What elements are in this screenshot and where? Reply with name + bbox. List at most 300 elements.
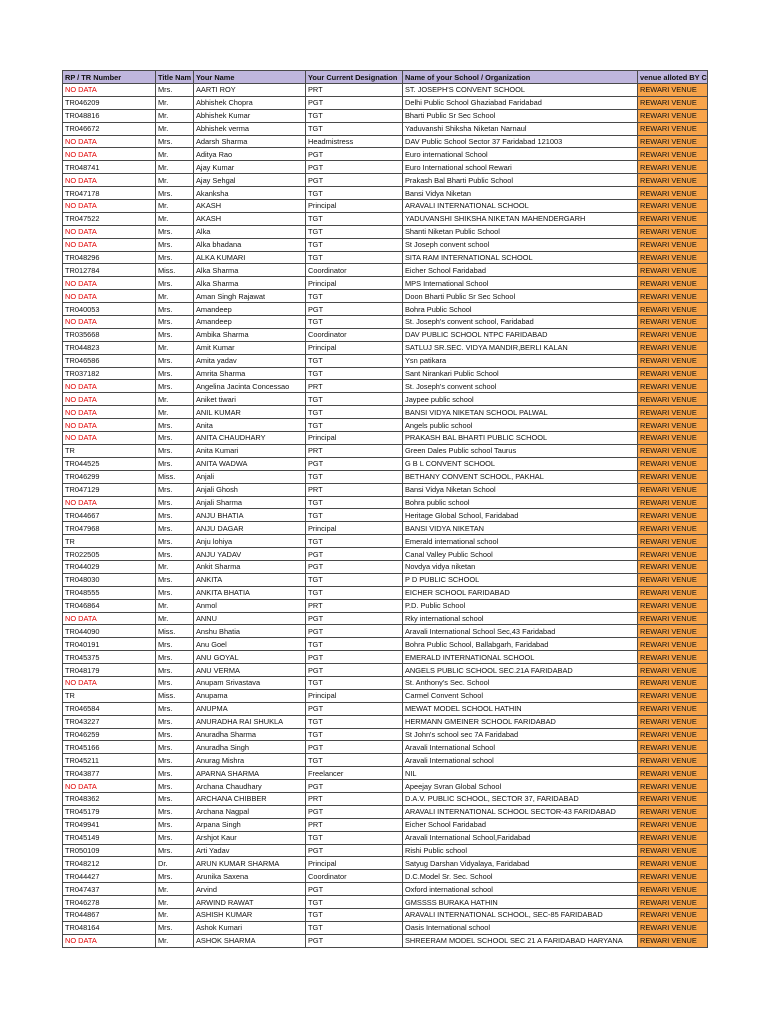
cell-designation[interactable]: Principal xyxy=(306,277,403,290)
cell-title[interactable]: Mrs. xyxy=(156,535,194,548)
cell-designation[interactable]: PGT xyxy=(306,625,403,638)
cell-title[interactable]: Miss. xyxy=(156,625,194,638)
cell-name[interactable]: Angelina Jacinta Concessao xyxy=(194,380,306,393)
cell-rp-tr-number[interactable]: TR046584 xyxy=(63,702,156,715)
cell-rp-tr-number[interactable]: TR043227 xyxy=(63,715,156,728)
cell-designation[interactable]: TGT xyxy=(306,728,403,741)
cell-rp-tr-number[interactable]: NO DATA xyxy=(63,406,156,419)
cell-designation[interactable]: TGT xyxy=(306,187,403,200)
cell-rp-tr-number[interactable]: TR037182 xyxy=(63,367,156,380)
cell-venue[interactable]: REWARI VENUE xyxy=(638,187,708,200)
cell-school[interactable]: Bansi Vidya Niketan xyxy=(403,187,638,200)
cell-venue[interactable]: REWARI VENUE xyxy=(638,741,708,754)
cell-name[interactable]: AKASH xyxy=(194,200,306,213)
cell-venue[interactable]: REWARI VENUE xyxy=(638,857,708,870)
cell-title[interactable]: Mrs. xyxy=(156,277,194,290)
cell-rp-tr-number[interactable]: TR045375 xyxy=(63,651,156,664)
cell-school[interactable]: ST. JOSEPH'S CONVENT SCHOOL xyxy=(403,84,638,97)
cell-name[interactable]: Akanksha xyxy=(194,187,306,200)
cell-designation[interactable]: Coordinator xyxy=(306,264,403,277)
cell-venue[interactable]: REWARI VENUE xyxy=(638,122,708,135)
cell-venue[interactable]: REWARI VENUE xyxy=(638,354,708,367)
cell-title[interactable]: Mrs. xyxy=(156,84,194,97)
cell-venue[interactable]: REWARI VENUE xyxy=(638,715,708,728)
cell-rp-tr-number[interactable]: TR048296 xyxy=(63,251,156,264)
cell-school[interactable]: ANGELS PUBLIC SCHOOL SEC.21A FARIDABAD xyxy=(403,664,638,677)
cell-title[interactable]: Mrs. xyxy=(156,367,194,380)
cell-designation[interactable]: PGT xyxy=(306,174,403,187)
cell-name[interactable]: Arunika Saxena xyxy=(194,870,306,883)
cell-title[interactable]: Mrs. xyxy=(156,548,194,561)
cell-school[interactable]: SHREERAM MODEL SCHOOL SEC 21 A FARIDABAD HARYANA xyxy=(403,934,638,947)
cell-venue[interactable]: REWARI VENUE xyxy=(638,625,708,638)
cell-rp-tr-number[interactable]: NO DATA xyxy=(63,780,156,793)
cell-venue[interactable]: REWARI VENUE xyxy=(638,174,708,187)
cell-rp-tr-number[interactable]: TR022505 xyxy=(63,548,156,561)
cell-venue[interactable]: REWARI VENUE xyxy=(638,909,708,922)
cell-name[interactable]: Arshjot Kaur xyxy=(194,831,306,844)
cell-venue[interactable]: REWARI VENUE xyxy=(638,470,708,483)
cell-rp-tr-number[interactable]: NO DATA xyxy=(63,200,156,213)
cell-designation[interactable]: TGT xyxy=(306,909,403,922)
cell-venue[interactable]: REWARI VENUE xyxy=(638,728,708,741)
cell-title[interactable]: Mr. xyxy=(156,612,194,625)
cell-rp-tr-number[interactable]: TR046864 xyxy=(63,599,156,612)
cell-rp-tr-number[interactable]: TR044029 xyxy=(63,560,156,573)
cell-name[interactable]: Anupama xyxy=(194,689,306,702)
cell-school[interactable]: Bansi Vidya Niketan School xyxy=(403,483,638,496)
cell-designation[interactable]: TGT xyxy=(306,896,403,909)
cell-venue[interactable]: REWARI VENUE xyxy=(638,509,708,522)
cell-venue[interactable]: REWARI VENUE xyxy=(638,548,708,561)
cell-title[interactable]: Mrs. xyxy=(156,870,194,883)
cell-rp-tr-number[interactable]: TR048741 xyxy=(63,161,156,174)
cell-title[interactable]: Mrs. xyxy=(156,728,194,741)
cell-title[interactable]: Miss. xyxy=(156,689,194,702)
cell-title[interactable]: Mr. xyxy=(156,341,194,354)
cell-designation[interactable]: PRT xyxy=(306,483,403,496)
cell-school[interactable]: D.A.V. PUBLIC SCHOOL, SECTOR 37, FARIDABAD xyxy=(403,792,638,805)
cell-designation[interactable]: TGT xyxy=(306,419,403,432)
cell-school[interactable]: Doon Bharti Public Sr Sec School xyxy=(403,290,638,303)
cell-school[interactable]: ARAVALI INTERNATIONAL SCHOOL, SEC-85 FARIDABAD xyxy=(403,909,638,922)
cell-title[interactable]: Mrs. xyxy=(156,754,194,767)
cell-name[interactable]: Alka xyxy=(194,225,306,238)
cell-school[interactable]: Aravali International School Sec,43 Faridabad xyxy=(403,625,638,638)
cell-name[interactable]: Aniket tiwari xyxy=(194,393,306,406)
cell-designation[interactable]: Coordinator xyxy=(306,870,403,883)
cell-title[interactable]: Mrs. xyxy=(156,354,194,367)
cell-venue[interactable]: REWARI VENUE xyxy=(638,702,708,715)
cell-title[interactable]: Mrs. xyxy=(156,444,194,457)
cell-rp-tr-number[interactable]: NO DATA xyxy=(63,419,156,432)
cell-school[interactable]: Rky international school xyxy=(403,612,638,625)
cell-designation[interactable]: PGT xyxy=(306,457,403,470)
cell-school[interactable]: Bohra Public School, Ballabgarh, Faridabad xyxy=(403,638,638,651)
cell-venue[interactable]: REWARI VENUE xyxy=(638,573,708,586)
cell-designation[interactable]: Principal xyxy=(306,522,403,535)
cell-name[interactable]: Adarsh Sharma xyxy=(194,135,306,148)
cell-name[interactable]: AARTI ROY xyxy=(194,84,306,97)
cell-designation[interactable]: PRT xyxy=(306,444,403,457)
cell-school[interactable]: Prakash Bal Bharti Public School xyxy=(403,174,638,187)
cell-rp-tr-number[interactable]: TR xyxy=(63,535,156,548)
cell-title[interactable]: Mrs. xyxy=(156,483,194,496)
cell-rp-tr-number[interactable]: TR049941 xyxy=(63,818,156,831)
cell-school[interactable]: HERMANN GMEINER SCHOOL FARIDABAD xyxy=(403,715,638,728)
cell-designation[interactable]: Freelancer xyxy=(306,767,403,780)
cell-name[interactable]: ALKA KUMARI xyxy=(194,251,306,264)
cell-designation[interactable]: PGT xyxy=(306,934,403,947)
cell-title[interactable]: Miss. xyxy=(156,264,194,277)
cell-school[interactable]: Jaypee public school xyxy=(403,393,638,406)
cell-rp-tr-number[interactable]: TR043877 xyxy=(63,767,156,780)
cell-school[interactable]: G B L CONVENT SCHOOL xyxy=(403,457,638,470)
cell-title[interactable]: Mrs. xyxy=(156,432,194,445)
cell-designation[interactable]: TGT xyxy=(306,290,403,303)
cell-venue[interactable]: REWARI VENUE xyxy=(638,457,708,470)
cell-name[interactable]: Aditya Rao xyxy=(194,148,306,161)
cell-designation[interactable]: TGT xyxy=(306,715,403,728)
cell-rp-tr-number[interactable]: NO DATA xyxy=(63,84,156,97)
cell-rp-tr-number[interactable]: TR048164 xyxy=(63,921,156,934)
cell-school[interactable]: Eicher School Faridabad xyxy=(403,818,638,831)
cell-name[interactable]: Alka Sharma xyxy=(194,277,306,290)
cell-school[interactable]: St. Joseph's convent school, Faridabad xyxy=(403,316,638,329)
cell-rp-tr-number[interactable]: TR044427 xyxy=(63,870,156,883)
cell-title[interactable]: Mrs. xyxy=(156,844,194,857)
cell-title[interactable]: Mrs. xyxy=(156,664,194,677)
cell-rp-tr-number[interactable]: TR046209 xyxy=(63,96,156,109)
cell-designation[interactable]: PGT xyxy=(306,741,403,754)
cell-rp-tr-number[interactable]: NO DATA xyxy=(63,238,156,251)
cell-rp-tr-number[interactable]: TR040191 xyxy=(63,638,156,651)
cell-school[interactable]: ARAVALI INTERNATIONAL SCHOOL xyxy=(403,200,638,213)
cell-school[interactable]: Canal Valley Public School xyxy=(403,548,638,561)
cell-rp-tr-number[interactable]: NO DATA xyxy=(63,393,156,406)
cell-venue[interactable]: REWARI VENUE xyxy=(638,780,708,793)
cell-rp-tr-number[interactable]: NO DATA xyxy=(63,135,156,148)
cell-school[interactable]: Yaduvanshi Shiksha Niketan Narnaul xyxy=(403,122,638,135)
cell-rp-tr-number[interactable]: TR047968 xyxy=(63,522,156,535)
cell-designation[interactable]: PGT xyxy=(306,780,403,793)
cell-venue[interactable]: REWARI VENUE xyxy=(638,934,708,947)
cell-title[interactable]: Mr. xyxy=(156,200,194,213)
cell-name[interactable]: Archana Nagpal xyxy=(194,805,306,818)
cell-designation[interactable]: TGT xyxy=(306,638,403,651)
cell-school[interactable]: Oasis International school xyxy=(403,921,638,934)
cell-rp-tr-number[interactable]: NO DATA xyxy=(63,432,156,445)
cell-venue[interactable]: REWARI VENUE xyxy=(638,883,708,896)
cell-venue[interactable]: REWARI VENUE xyxy=(638,432,708,445)
cell-venue[interactable]: REWARI VENUE xyxy=(638,638,708,651)
cell-venue[interactable]: REWARI VENUE xyxy=(638,664,708,677)
cell-designation[interactable]: PGT xyxy=(306,664,403,677)
cell-name[interactable]: ANU VERMA xyxy=(194,664,306,677)
cell-name[interactable]: Anmol xyxy=(194,599,306,612)
cell-rp-tr-number[interactable]: TR048816 xyxy=(63,109,156,122)
cell-name[interactable]: ANITA CHAUDHARY xyxy=(194,432,306,445)
cell-designation[interactable]: TGT xyxy=(306,921,403,934)
cell-title[interactable]: Mrs. xyxy=(156,135,194,148)
cell-title[interactable]: Mrs. xyxy=(156,573,194,586)
cell-name[interactable]: Anjali Sharma xyxy=(194,496,306,509)
cell-title[interactable]: Mr. xyxy=(156,934,194,947)
cell-venue[interactable]: REWARI VENUE xyxy=(638,586,708,599)
cell-designation[interactable]: TGT xyxy=(306,212,403,225)
cell-title[interactable]: Mr. xyxy=(156,161,194,174)
cell-venue[interactable]: REWARI VENUE xyxy=(638,328,708,341)
header-your-name[interactable]: Your Name xyxy=(194,71,306,84)
cell-school[interactable]: St Joseph convent school xyxy=(403,238,638,251)
cell-name[interactable]: Aman Singh Rajawat xyxy=(194,290,306,303)
cell-designation[interactable]: Principal xyxy=(306,857,403,870)
cell-venue[interactable]: REWARI VENUE xyxy=(638,303,708,316)
cell-title[interactable]: Mrs. xyxy=(156,225,194,238)
cell-title[interactable]: Mrs. xyxy=(156,805,194,818)
cell-name[interactable]: Anshu Bhatia xyxy=(194,625,306,638)
cell-name[interactable]: Ajay Kumar xyxy=(194,161,306,174)
cell-venue[interactable]: REWARI VENUE xyxy=(638,522,708,535)
cell-designation[interactable]: Coordinator xyxy=(306,328,403,341)
cell-school[interactable]: EICHER SCHOOL FARIDABAD xyxy=(403,586,638,599)
cell-rp-tr-number[interactable]: NO DATA xyxy=(63,225,156,238)
cell-name[interactable]: Ajay Sehgal xyxy=(194,174,306,187)
cell-title[interactable]: Mrs. xyxy=(156,676,194,689)
cell-rp-tr-number[interactable]: TR048030 xyxy=(63,573,156,586)
cell-rp-tr-number[interactable]: NO DATA xyxy=(63,934,156,947)
cell-name[interactable]: Anurag Mishra xyxy=(194,754,306,767)
cell-rp-tr-number[interactable]: TR046259 xyxy=(63,728,156,741)
cell-title[interactable]: Mr. xyxy=(156,896,194,909)
cell-name[interactable]: Anita Kumari xyxy=(194,444,306,457)
cell-rp-tr-number[interactable]: NO DATA xyxy=(63,496,156,509)
cell-title[interactable]: Mr. xyxy=(156,96,194,109)
cell-designation[interactable]: TGT xyxy=(306,225,403,238)
cell-school[interactable]: SITA RAM INTERNATIONAL SCHOOL xyxy=(403,251,638,264)
cell-title[interactable]: Mrs. xyxy=(156,509,194,522)
cell-venue[interactable]: REWARI VENUE xyxy=(638,316,708,329)
cell-school[interactable]: Rishi Public school xyxy=(403,844,638,857)
cell-venue[interactable]: REWARI VENUE xyxy=(638,444,708,457)
cell-name[interactable]: ANITA WADWA xyxy=(194,457,306,470)
cell-rp-tr-number[interactable]: TR044525 xyxy=(63,457,156,470)
cell-rp-tr-number[interactable]: TR050109 xyxy=(63,844,156,857)
cell-venue[interactable]: REWARI VENUE xyxy=(638,161,708,174)
cell-school[interactable]: Euro international School xyxy=(403,148,638,161)
cell-title[interactable]: Mrs. xyxy=(156,522,194,535)
cell-designation[interactable]: TGT xyxy=(306,754,403,767)
cell-designation[interactable]: Principal xyxy=(306,200,403,213)
cell-rp-tr-number[interactable]: TR048212 xyxy=(63,857,156,870)
cell-designation[interactable]: PGT xyxy=(306,148,403,161)
cell-title[interactable]: Mrs. xyxy=(156,792,194,805)
cell-venue[interactable]: REWARI VENUE xyxy=(638,870,708,883)
cell-name[interactable]: Amrita Sharma xyxy=(194,367,306,380)
cell-designation[interactable]: TGT xyxy=(306,470,403,483)
cell-venue[interactable]: REWARI VENUE xyxy=(638,341,708,354)
cell-title[interactable]: Mr. xyxy=(156,599,194,612)
cell-name[interactable]: ANIL KUMAR xyxy=(194,406,306,419)
cell-rp-tr-number[interactable]: NO DATA xyxy=(63,174,156,187)
cell-designation[interactable]: TGT xyxy=(306,238,403,251)
cell-name[interactable]: ANUPMA xyxy=(194,702,306,715)
cell-name[interactable]: Alka bhadana xyxy=(194,238,306,251)
cell-rp-tr-number[interactable]: TR044823 xyxy=(63,341,156,354)
cell-title[interactable]: Mrs. xyxy=(156,818,194,831)
cell-title[interactable]: Mr. xyxy=(156,909,194,922)
cell-venue[interactable]: REWARI VENUE xyxy=(638,96,708,109)
cell-rp-tr-number[interactable]: NO DATA xyxy=(63,277,156,290)
cell-school[interactable]: BETHANY CONVENT SCHOOL, PAKHAL xyxy=(403,470,638,483)
cell-school[interactable]: Emerald international school xyxy=(403,535,638,548)
cell-designation[interactable]: PGT xyxy=(306,844,403,857)
cell-rp-tr-number[interactable]: NO DATA xyxy=(63,612,156,625)
cell-designation[interactable]: TGT xyxy=(306,535,403,548)
cell-title[interactable]: Mr. xyxy=(156,883,194,896)
cell-name[interactable]: Anu Goel xyxy=(194,638,306,651)
cell-name[interactable]: Anuradha Sharma xyxy=(194,728,306,741)
cell-title[interactable]: Mrs. xyxy=(156,638,194,651)
cell-venue[interactable]: REWARI VENUE xyxy=(638,419,708,432)
cell-designation[interactable]: Principal xyxy=(306,341,403,354)
cell-school[interactable]: P D PUBLIC SCHOOL xyxy=(403,573,638,586)
cell-venue[interactable]: REWARI VENUE xyxy=(638,792,708,805)
cell-name[interactable]: Abhishek Chopra xyxy=(194,96,306,109)
cell-designation[interactable]: PRT xyxy=(306,818,403,831)
cell-name[interactable]: Ankit Sharma xyxy=(194,560,306,573)
cell-rp-tr-number[interactable]: TR048179 xyxy=(63,664,156,677)
cell-designation[interactable]: PRT xyxy=(306,84,403,97)
cell-rp-tr-number[interactable]: TR045166 xyxy=(63,741,156,754)
cell-venue[interactable]: REWARI VENUE xyxy=(638,367,708,380)
cell-school[interactable]: NIL xyxy=(403,767,638,780)
cell-rp-tr-number[interactable]: TR048555 xyxy=(63,586,156,599)
cell-name[interactable]: AKASH xyxy=(194,212,306,225)
cell-designation[interactable]: PGT xyxy=(306,612,403,625)
cell-venue[interactable]: REWARI VENUE xyxy=(638,225,708,238)
cell-rp-tr-number[interactable]: TR044867 xyxy=(63,909,156,922)
cell-venue[interactable]: REWARI VENUE xyxy=(638,496,708,509)
cell-designation[interactable]: Principal xyxy=(306,689,403,702)
cell-title[interactable]: Mr. xyxy=(156,393,194,406)
cell-school[interactable]: Angels public school xyxy=(403,419,638,432)
cell-venue[interactable]: REWARI VENUE xyxy=(638,831,708,844)
cell-name[interactable]: ARWIND RAWAT xyxy=(194,896,306,909)
cell-school[interactable]: GMSSSS BURAKA HATHIN xyxy=(403,896,638,909)
header-title[interactable]: Title Nam xyxy=(156,71,194,84)
cell-name[interactable]: Anjali Ghosh xyxy=(194,483,306,496)
cell-title[interactable]: Mr. xyxy=(156,212,194,225)
cell-name[interactable]: Anita xyxy=(194,419,306,432)
cell-school[interactable]: St John's school sec 7A Faridabad xyxy=(403,728,638,741)
cell-name[interactable]: ANURADHA RAI SHUKLA xyxy=(194,715,306,728)
cell-title[interactable]: Mrs. xyxy=(156,651,194,664)
cell-venue[interactable]: REWARI VENUE xyxy=(638,200,708,213)
cell-venue[interactable]: REWARI VENUE xyxy=(638,406,708,419)
cell-designation[interactable]: PRT xyxy=(306,380,403,393)
cell-title[interactable]: Mrs. xyxy=(156,496,194,509)
cell-venue[interactable]: REWARI VENUE xyxy=(638,277,708,290)
cell-rp-tr-number[interactable]: TR044667 xyxy=(63,509,156,522)
cell-designation[interactable]: PGT xyxy=(306,161,403,174)
cell-venue[interactable]: REWARI VENUE xyxy=(638,148,708,161)
cell-name[interactable]: Anju lohiya xyxy=(194,535,306,548)
cell-designation[interactable]: PGT xyxy=(306,651,403,664)
cell-name[interactable]: Abhishek Kumar xyxy=(194,109,306,122)
cell-school[interactable]: P.D. Public School xyxy=(403,599,638,612)
cell-school[interactable]: ARAVALI INTERNATIONAL SCHOOL SECTOR-43 FARIDABAD xyxy=(403,805,638,818)
cell-designation[interactable]: PRT xyxy=(306,599,403,612)
cell-name[interactable]: ANKITA xyxy=(194,573,306,586)
cell-designation[interactable]: TGT xyxy=(306,509,403,522)
cell-name[interactable]: Alka Sharma xyxy=(194,264,306,277)
cell-title[interactable]: Mr. xyxy=(156,174,194,187)
cell-rp-tr-number[interactable]: TR035668 xyxy=(63,328,156,341)
cell-designation[interactable]: PGT xyxy=(306,883,403,896)
cell-venue[interactable]: REWARI VENUE xyxy=(638,818,708,831)
cell-venue[interactable]: REWARI VENUE xyxy=(638,805,708,818)
cell-rp-tr-number[interactable]: TR048362 xyxy=(63,792,156,805)
cell-school[interactable]: Sant Nirankari Public School xyxy=(403,367,638,380)
cell-school[interactable]: Aravali International School xyxy=(403,741,638,754)
cell-designation[interactable]: PRT xyxy=(306,792,403,805)
header-rp-tr-number[interactable]: RP / TR Number xyxy=(63,71,156,84)
cell-title[interactable]: Mr. xyxy=(156,290,194,303)
cell-title[interactable]: Mrs. xyxy=(156,187,194,200)
cell-rp-tr-number[interactable]: TR045179 xyxy=(63,805,156,818)
cell-title[interactable]: Dr. xyxy=(156,857,194,870)
cell-rp-tr-number[interactable]: TR047129 xyxy=(63,483,156,496)
cell-title[interactable]: Mrs. xyxy=(156,303,194,316)
cell-school[interactable]: D.C.Model Sr. Sec. School xyxy=(403,870,638,883)
cell-name[interactable]: Amandeep xyxy=(194,316,306,329)
cell-school[interactable]: Eicher School Faridabad xyxy=(403,264,638,277)
cell-title[interactable]: Mrs. xyxy=(156,780,194,793)
cell-school[interactable]: MPS International School xyxy=(403,277,638,290)
cell-name[interactable]: ANJU YADAV xyxy=(194,548,306,561)
cell-designation[interactable]: TGT xyxy=(306,251,403,264)
cell-school[interactable]: PRAKASH BAL BHARTI PUBLIC SCHOOL xyxy=(403,432,638,445)
cell-venue[interactable]: REWARI VENUE xyxy=(638,535,708,548)
cell-title[interactable]: Miss. xyxy=(156,470,194,483)
cell-rp-tr-number[interactable]: TR047437 xyxy=(63,883,156,896)
cell-designation[interactable]: PGT xyxy=(306,702,403,715)
cell-venue[interactable]: REWARI VENUE xyxy=(638,109,708,122)
cell-rp-tr-number[interactable]: TR047522 xyxy=(63,212,156,225)
cell-venue[interactable]: REWARI VENUE xyxy=(638,844,708,857)
cell-rp-tr-number[interactable]: NO DATA xyxy=(63,148,156,161)
cell-venue[interactable]: REWARI VENUE xyxy=(638,393,708,406)
cell-rp-tr-number[interactable]: TR045149 xyxy=(63,831,156,844)
cell-name[interactable]: ASHISH KUMAR xyxy=(194,909,306,922)
cell-rp-tr-number[interactable]: TR046278 xyxy=(63,896,156,909)
cell-school[interactable]: Heritage Global School, Faridabad xyxy=(403,509,638,522)
cell-venue[interactable]: REWARI VENUE xyxy=(638,560,708,573)
cell-venue[interactable]: REWARI VENUE xyxy=(638,251,708,264)
cell-name[interactable]: Ambika Sharma xyxy=(194,328,306,341)
cell-school[interactable]: Shanti Niketan Public School xyxy=(403,225,638,238)
cell-school[interactable]: Bohra public school xyxy=(403,496,638,509)
cell-venue[interactable]: REWARI VENUE xyxy=(638,264,708,277)
cell-school[interactable]: Apeejay Svran Global School xyxy=(403,780,638,793)
cell-title[interactable]: Mrs. xyxy=(156,702,194,715)
cell-school[interactable]: SATLUJ SR.SEC. VIDYA MANDIR,BERLI KALAN xyxy=(403,341,638,354)
cell-rp-tr-number[interactable]: NO DATA xyxy=(63,676,156,689)
cell-school[interactable]: Bharti Public Sr Sec School xyxy=(403,109,638,122)
cell-name[interactable]: ANJU DAGAR xyxy=(194,522,306,535)
cell-designation[interactable]: PGT xyxy=(306,96,403,109)
